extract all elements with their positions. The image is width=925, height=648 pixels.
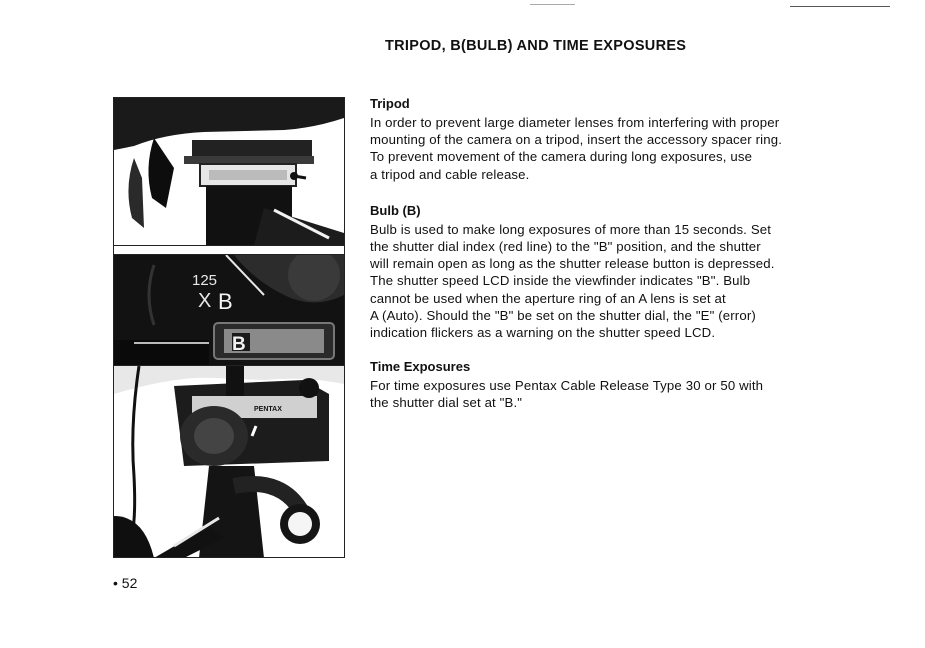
photo-column <box>113 97 345 558</box>
tripod-line: In order to prevent large diameter lenses from interfering with proper <box>370 115 780 130</box>
tripod-line: mounting of the camera on a tripod, insert the accessory spacer ring. <box>370 132 783 148</box>
bulb-line: The shutter speed LCD inside the viewfinder indicates "B". Bulb <box>370 273 751 289</box>
dial-speed-mark: 125 <box>192 272 218 289</box>
camera-brand-label: PENTAX <box>254 406 282 413</box>
tripod-line: To prevent movement of the camera during long exposures, use <box>370 149 753 165</box>
bulb-line: indication flickers as a warning on the shutter speed LCD. <box>370 325 716 341</box>
time-exposures-line: the shutter dial set at "B." <box>370 395 523 411</box>
page-title: TRIPOD, B(BULB) AND TIME EXPOSURES <box>385 38 687 54</box>
time-exposures-heading: Time Exposures <box>370 359 471 375</box>
top-mark <box>530 4 575 5</box>
bulb-line: cannot be used when the aperture ring of an A lens is set at <box>370 290 726 306</box>
shutter-dial-photo <box>114 254 344 366</box>
tripod-heading: Tripod <box>370 96 410 111</box>
bulb-line: the shutter dial index (red line) to the "B" position, and the shutter <box>370 239 761 255</box>
bulb-line: A (Auto). Should the "B" be set on the shutter dial, the "E" (error) <box>370 307 756 323</box>
dial-b-mark: B <box>218 289 233 314</box>
dial-x-mark: X <box>198 290 212 312</box>
bulb-heading: Bulb (B) <box>370 202 421 218</box>
time-exposures-line: For time exposures use Pentax Cable Release Type 30 or 50 with <box>370 378 764 394</box>
text-column <box>370 96 870 426</box>
time-exposures-section <box>370 359 870 411</box>
cable-release-photo <box>114 366 344 558</box>
lcd-b-mark: B <box>232 334 246 355</box>
bulb-line: will remain open as long as the shutter release button is depressed. <box>370 256 775 272</box>
bulb-section <box>370 203 870 341</box>
page-number: • 52 <box>113 575 138 591</box>
tripod-mount-photo <box>114 98 344 246</box>
bulb-line: Bulb is used to make long exposures of more than 15 seconds. Set <box>370 221 772 237</box>
top-rule <box>790 6 890 7</box>
tripod-section <box>370 96 870 183</box>
tripod-line: a tripod and cable release. <box>370 166 530 182</box>
